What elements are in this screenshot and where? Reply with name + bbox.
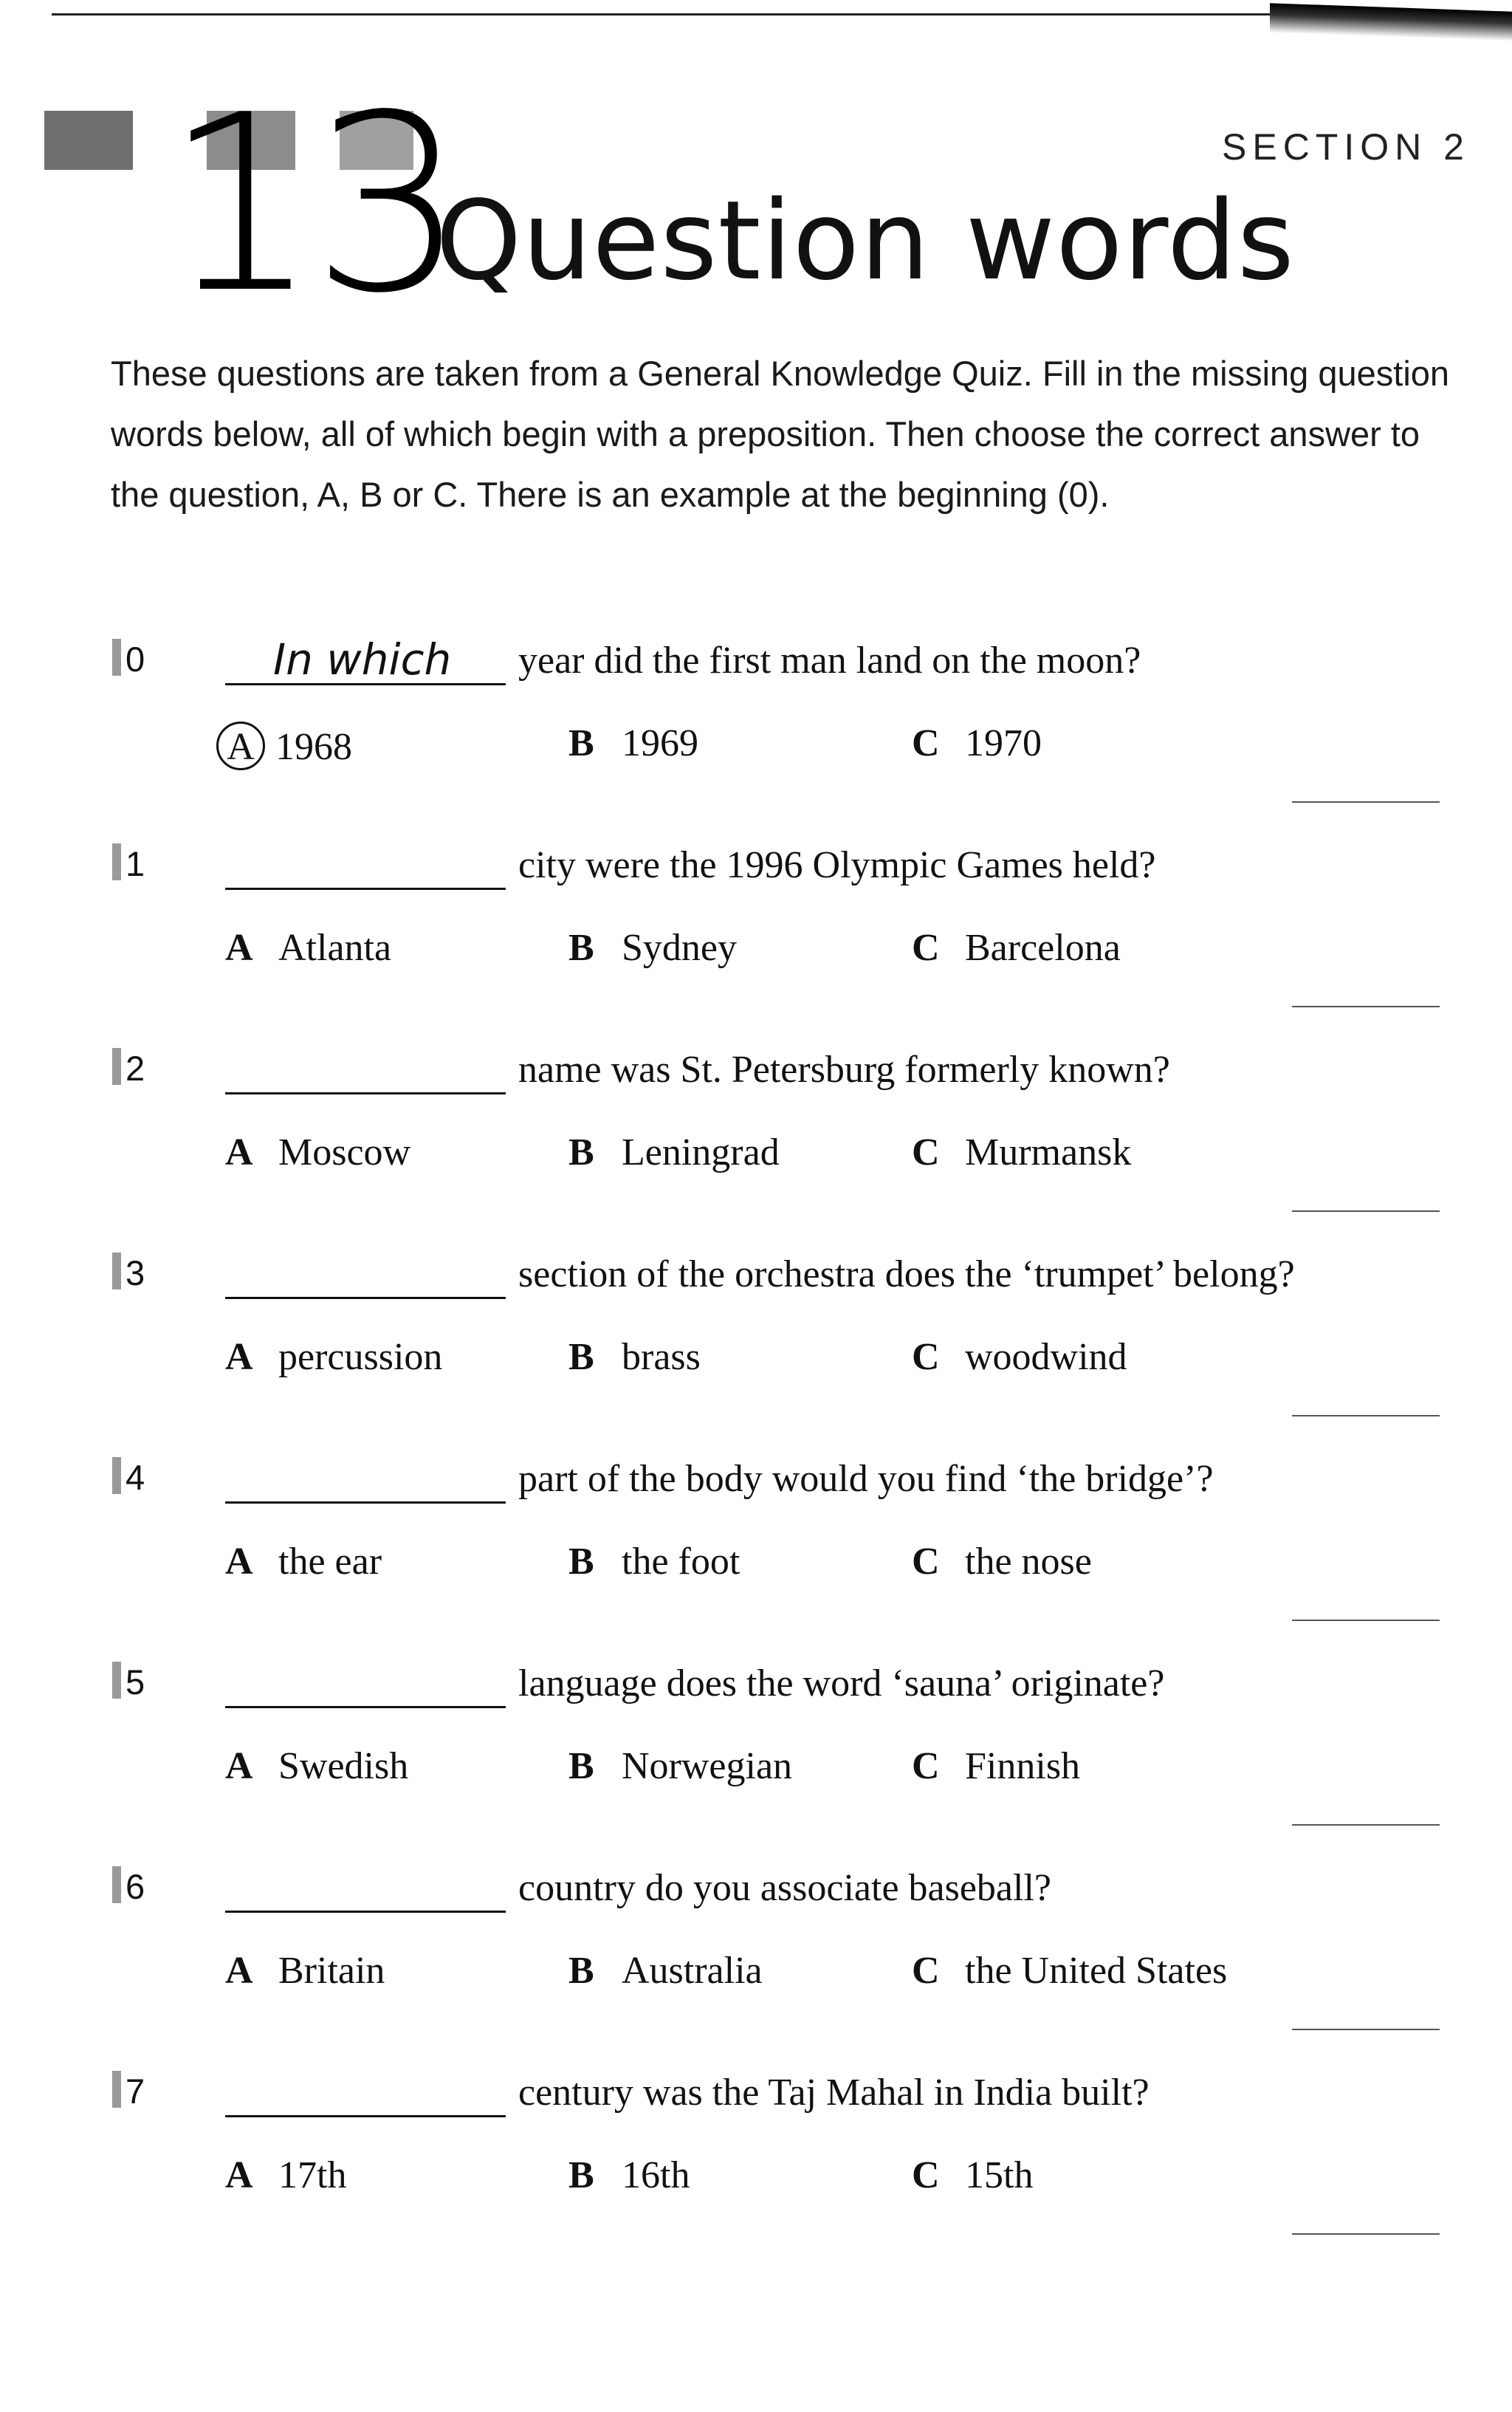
handwritten-answer: In which xyxy=(273,634,452,685)
option-text: Leningrad xyxy=(622,1131,780,1174)
option-letter: A xyxy=(225,1541,253,1583)
answer-blank[interactable] xyxy=(225,1051,506,1094)
option-text: Australia xyxy=(622,1950,763,1992)
option-c[interactable] xyxy=(912,1335,1127,1379)
option-letter: A xyxy=(225,1336,253,1378)
top-rule xyxy=(52,13,1454,16)
question-text: name was St. Petersburg formerly known? xyxy=(518,1049,1170,1091)
option-text: Britain xyxy=(278,1950,385,1992)
option-b[interactable] xyxy=(568,1949,763,1993)
answer-blank[interactable] xyxy=(225,2074,506,2117)
question-text: year did the first man land on the moon? xyxy=(518,640,1141,682)
question-number: 2 xyxy=(126,1049,145,1088)
separator-line xyxy=(1292,1824,1440,1826)
option-text: 1969 xyxy=(622,722,698,764)
option-letter: A xyxy=(225,2154,253,2196)
option-text: the United States xyxy=(965,1950,1228,1992)
separator-line xyxy=(1292,1210,1440,1212)
separator-line xyxy=(1292,801,1440,803)
option-letter: A xyxy=(225,1745,253,1787)
question-item xyxy=(0,843,1512,1043)
question-marker xyxy=(112,2071,121,2108)
chapter-number: 13 xyxy=(164,63,459,346)
option-letter: C xyxy=(912,927,940,969)
separator-line xyxy=(1292,1415,1440,1416)
question-marker xyxy=(112,1662,121,1699)
option-text: Swedish xyxy=(278,1745,409,1787)
question-number: 1 xyxy=(126,844,145,883)
option-text: woodwind xyxy=(965,1336,1127,1378)
option-letter: C xyxy=(912,1336,940,1378)
section-label: SECTION 2 xyxy=(1222,126,1470,168)
option-letter: B xyxy=(568,1950,594,1992)
option-letter: B xyxy=(568,1336,594,1378)
question-number: 0 xyxy=(126,640,145,679)
answer-blank[interactable] xyxy=(225,1869,506,1913)
question-item xyxy=(0,2071,1512,2270)
option-c[interactable] xyxy=(912,1540,1092,1583)
page-edge-shadow xyxy=(1270,3,1512,41)
option-a[interactable] xyxy=(225,1744,408,1788)
option-letter: C xyxy=(912,1745,940,1787)
option-a[interactable] xyxy=(225,1540,382,1583)
option-b[interactable] xyxy=(568,1744,792,1788)
option-c[interactable] xyxy=(912,722,1042,765)
page-title: Question words xyxy=(436,177,1295,304)
option-c[interactable] xyxy=(912,926,1121,970)
question-text: century was the Taj Mahal in India built? xyxy=(518,2072,1150,2114)
option-text: Norwegian xyxy=(622,1745,793,1787)
option-b[interactable] xyxy=(568,926,737,970)
separator-line xyxy=(1292,2029,1440,2030)
option-b[interactable] xyxy=(568,1335,701,1379)
answer-blank[interactable] xyxy=(225,846,506,890)
option-letter: C xyxy=(912,2154,940,2196)
option-text: Finnish xyxy=(965,1745,1081,1787)
option-letter: B xyxy=(568,1541,594,1583)
separator-line xyxy=(1292,1006,1440,1007)
question-number: 3 xyxy=(126,1253,145,1292)
question-number: 7 xyxy=(126,2072,145,2111)
option-b[interactable] xyxy=(568,1131,780,1174)
question-text: part of the body would you find ‘the bridge’? xyxy=(518,1458,1214,1500)
option-a[interactable] xyxy=(225,1131,410,1174)
option-text: the nose xyxy=(965,1541,1092,1583)
option-text: Murmansk xyxy=(965,1131,1132,1174)
circled-option-letter: A xyxy=(216,722,265,770)
option-a[interactable] xyxy=(225,2154,346,2197)
option-a[interactable] xyxy=(225,926,391,970)
option-text: brass xyxy=(622,1336,701,1378)
option-c[interactable] xyxy=(912,1131,1131,1174)
option-letter: C xyxy=(912,1541,940,1583)
question-item xyxy=(0,1048,1512,1247)
separator-line xyxy=(1292,1620,1440,1621)
answer-blank[interactable] xyxy=(225,1665,506,1708)
option-text: the ear xyxy=(278,1541,382,1583)
option-c[interactable] xyxy=(912,2154,1033,2197)
option-text: the foot xyxy=(622,1541,740,1583)
option-letter: A xyxy=(225,927,253,969)
question-text: country do you associate baseball? xyxy=(518,1867,1051,1909)
question-marker xyxy=(112,1253,121,1289)
answer-blank[interactable] xyxy=(225,1460,506,1504)
option-letter: A xyxy=(225,1950,253,1992)
question-item xyxy=(0,1866,1512,2066)
question-item xyxy=(0,634,1512,838)
option-letter: B xyxy=(568,722,594,764)
option-text: Moscow xyxy=(278,1131,411,1174)
option-letter: B xyxy=(568,1745,594,1787)
question-text: language does the word ‘sauna’ originate? xyxy=(518,1662,1165,1704)
option-c[interactable] xyxy=(912,1949,1227,1993)
option-letter: B xyxy=(568,1131,594,1174)
option-a[interactable] xyxy=(225,1335,442,1379)
question-item xyxy=(0,1662,1512,1861)
question-marker xyxy=(112,843,121,880)
question-marker xyxy=(112,1048,121,1085)
question-item xyxy=(0,1457,1512,1656)
question-marker xyxy=(112,639,121,676)
option-text: Barcelona xyxy=(965,927,1121,969)
option-a[interactable] xyxy=(225,722,352,770)
option-letter: C xyxy=(912,1131,940,1174)
option-a[interactable] xyxy=(225,1949,385,1993)
option-b[interactable] xyxy=(568,2154,690,2197)
option-letter: C xyxy=(912,1950,940,1992)
question-number: 5 xyxy=(126,1662,145,1702)
option-b[interactable] xyxy=(568,722,698,765)
option-text: Atlanta xyxy=(278,927,392,969)
question-item xyxy=(0,1253,1512,1452)
question-number: 4 xyxy=(126,1458,145,1497)
option-text: percussion xyxy=(278,1336,443,1378)
option-letter: C xyxy=(912,722,940,764)
chapter-number-background xyxy=(44,111,133,170)
option-text: Sydney xyxy=(622,927,737,969)
instructions: These questions are taken from a General Knowledge Quiz. Fill in the missing question words below, all of which begin with a preposition. Then choose the correct answer to the question, A, B or C. There is an example at the beginning (0). xyxy=(111,354,1450,514)
option-letter: B xyxy=(568,2154,594,2196)
option-letter: A xyxy=(225,1131,253,1174)
option-text: 16th xyxy=(622,2154,690,2196)
question-text: city were the 1996 Olympic Games held? xyxy=(518,844,1156,886)
option-c[interactable] xyxy=(912,1744,1080,1788)
option-text: 17th xyxy=(278,2154,347,2196)
question-text: section of the orchestra does the ‘trumpet’ belong? xyxy=(518,1253,1295,1295)
option-letter: B xyxy=(568,927,594,969)
separator-line xyxy=(1292,2233,1440,2235)
answer-blank[interactable] xyxy=(225,1255,506,1299)
option-b[interactable] xyxy=(568,1540,740,1583)
option-text: 15th xyxy=(965,2154,1034,2196)
question-number: 6 xyxy=(126,1867,145,1906)
question-marker xyxy=(112,1457,121,1494)
option-text: 1968 xyxy=(275,726,352,768)
question-marker xyxy=(112,1866,121,1903)
option-text: 1970 xyxy=(965,722,1042,764)
